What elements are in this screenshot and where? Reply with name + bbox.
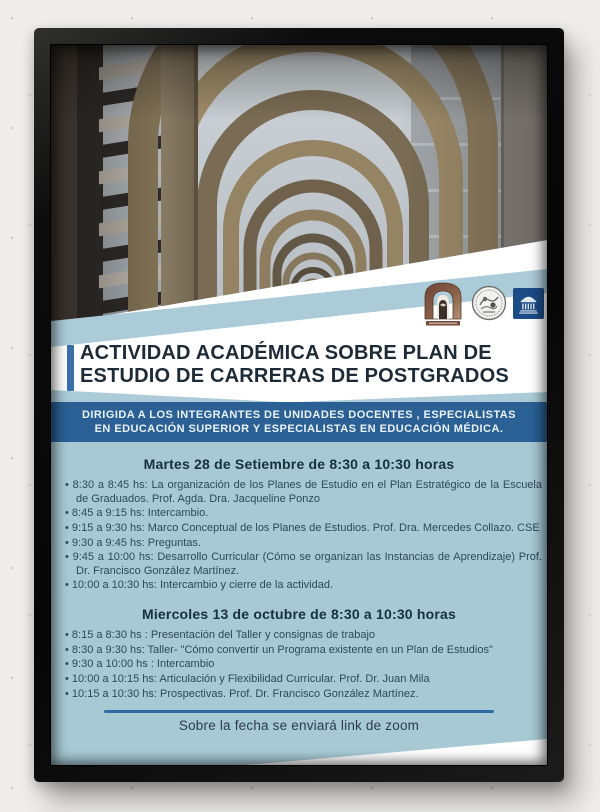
poster-title-line2: ESTUDIO DE CARRERAS DE POSTGRADOS bbox=[80, 364, 509, 387]
poster-title-line1: ACTIVIDAD ACADÉMICA SOBRE PLAN DE bbox=[80, 342, 492, 364]
schedule-item: • 9:15 a 9:30 hs: Marco Conceptual de los Planes de Estudios. Prof. Dra. Mercedes Collazo. CSE bbox=[65, 522, 542, 536]
audience-banner-line1: DIRIGIDA A LOS INTEGRANTES DE UNIDADES DOCENTES , ESPECIALISTAS bbox=[82, 408, 516, 421]
escuela-de-graduados-logo bbox=[421, 279, 465, 327]
schedule-item: • 10:00 a 10:30 hs: Intercambio y cierre de la actividad. bbox=[65, 579, 542, 593]
session-header: Miercoles 13 de octubre de 8:30 a 10:30 horas bbox=[141, 606, 457, 622]
bottom-corner-wedge bbox=[247, 739, 547, 765]
decorative-wedge-left bbox=[51, 390, 281, 402]
logo-row bbox=[421, 279, 544, 327]
schedule-item: • 9:45 a 10:00 hs: Desarrollo Curricular (Cómo se organizan las Instancias de Aprendizaje) Prof. Dr. Francisco González Martínez. bbox=[65, 551, 542, 578]
poster-frame bbox=[34, 28, 564, 782]
session-2-items bbox=[65, 629, 542, 701]
schedule-item: • 9:30 a 9:45 hs: Preguntas. bbox=[65, 537, 542, 551]
schedule-item: • 10:15 a 10:30 hs: Prospectivas. Prof. Dr. Francisco González Martínez. bbox=[65, 688, 542, 702]
schedule-item: • 9:30 a 10:00 hs : Intercambio bbox=[65, 658, 542, 672]
title-block bbox=[67, 342, 543, 391]
poster bbox=[51, 45, 547, 765]
audience-banner-line2: EN EDUCACIÓN SUPERIOR Y ESPECIALISTAS EN EDUCACIÓN MÉDICA. bbox=[94, 423, 504, 435]
schedule-item: • 8:15 a 8:30 hs : Presentación del Taller y consignas de trabajo bbox=[65, 629, 542, 643]
footer-note: Sobre la fecha se enviará link de zoom bbox=[178, 718, 420, 734]
footer-divider-line bbox=[104, 710, 494, 713]
schedule-item: • 8:30 a 9:30 hs: Taller- "Cómo convertir un Programa existente en un Plan de Estudios" bbox=[65, 644, 542, 658]
facultad-de-medicina-logo bbox=[513, 288, 544, 319]
decorative-wedge-right bbox=[297, 392, 547, 402]
schedule-section bbox=[51, 442, 547, 765]
audience-banner bbox=[51, 402, 547, 442]
poster-title bbox=[80, 342, 509, 388]
title-accent-bar bbox=[67, 345, 74, 391]
schedule-item: • 8:45 a 9:15 hs: Intercambio. bbox=[65, 507, 542, 521]
universidad-seal-logo bbox=[471, 285, 507, 321]
session-header: Martes 28 de Setiembre de 8:30 a 10:30 horas bbox=[143, 456, 455, 472]
session-1-items bbox=[65, 479, 542, 593]
schedule-item: • 10:00 a 10:15 hs: Articulación y Flexibilidad Curricular. Prof. Dr. Juan Mila bbox=[65, 673, 542, 687]
schedule-item: • 8:30 a 8:45 hs: La organización de los Planes de Estudio en el Plan Estratégico de la Escuela de Graduados. Prof. Agda. Dra. Jacqueline Ponzo bbox=[65, 479, 542, 506]
